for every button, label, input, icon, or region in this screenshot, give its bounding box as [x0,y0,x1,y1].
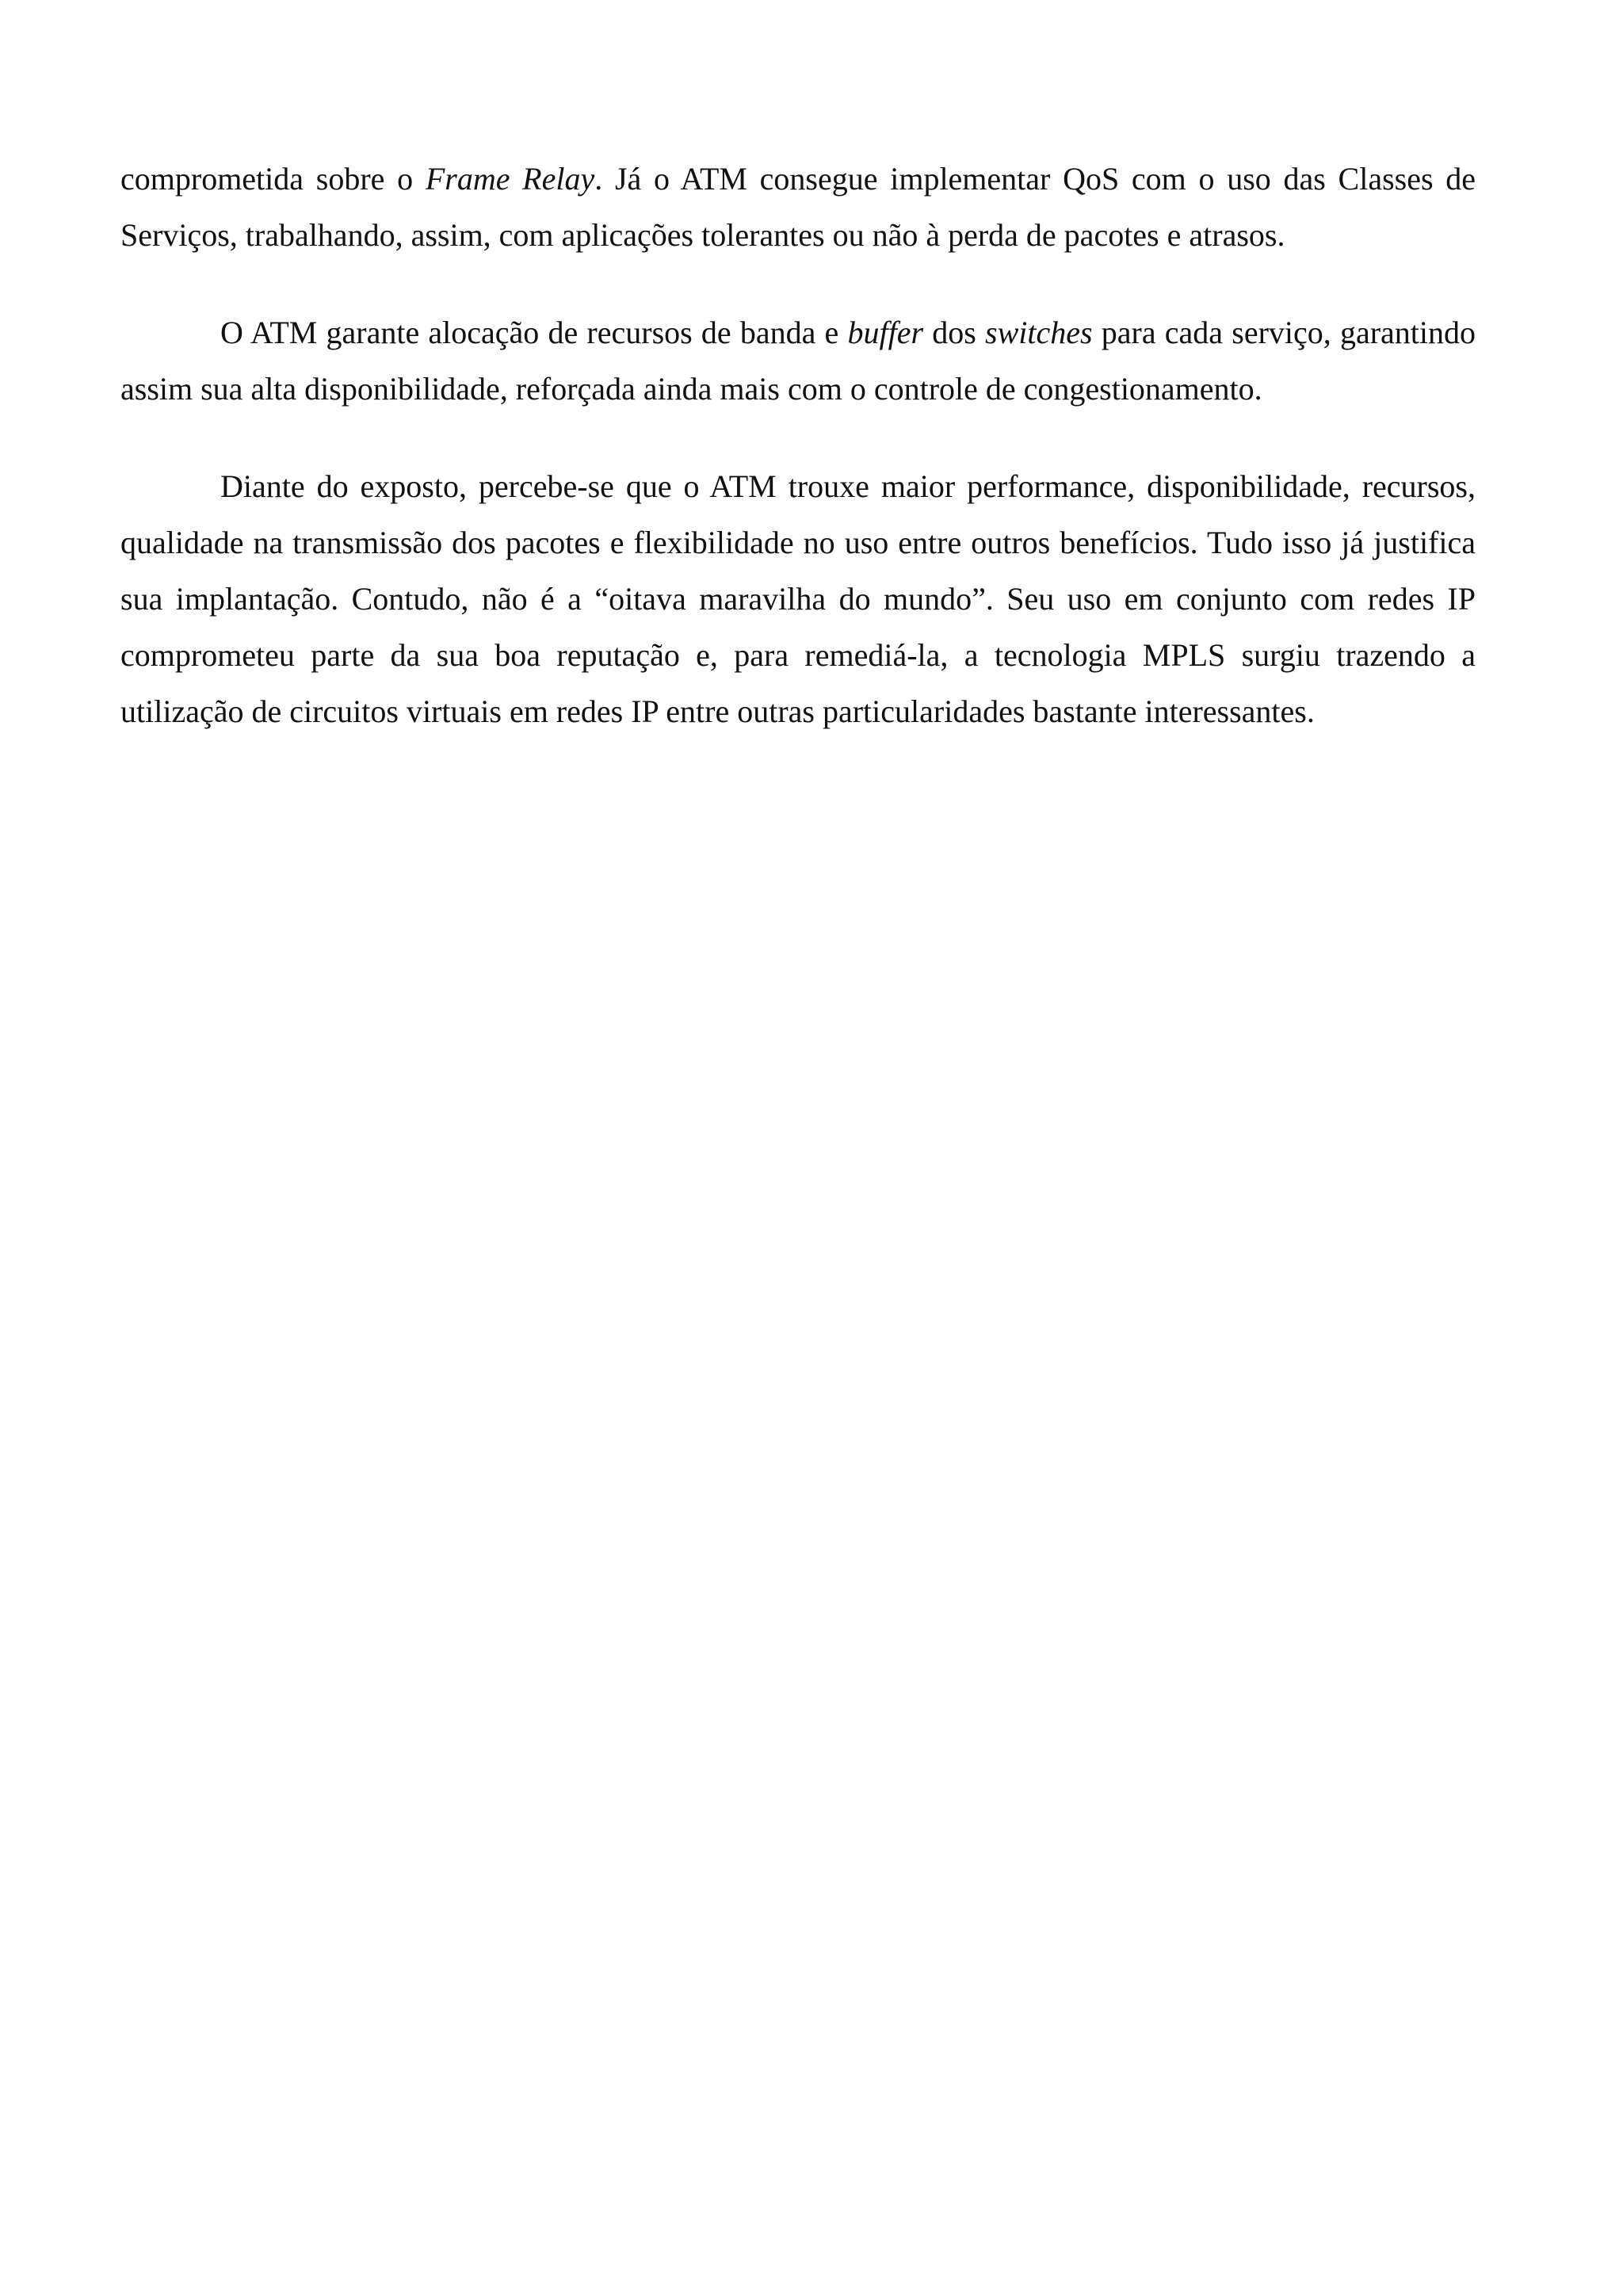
paragraph-conclusion [120,458,1476,739]
text-segment: para cada serviço, garantindo assim sua alta disponibilidade, reforçada ainda mais com o controle de congestionamento. [120,315,1476,407]
paragraph-qos [120,151,1476,263]
italic-term-switches: switches [985,315,1093,350]
paragraph-resource-allocation [120,304,1476,417]
text-segment: comprometida sobre o [120,161,426,197]
text-segment: Diante do exposto, percebe-se que o ATM trouxe maior performance, disponibilidade, recursos, qualidade na transmissão dos pacotes e flexibilidade no uso entre outros benefícios. Tudo isso já justifica sua implantação. Contudo, não é a “oitava maravilha do mundo”. Seu uso em conjunto com redes IP comprometeu parte da sua boa reputação e, para remediá-la, a tecnologia MPLS surgiu trazendo a utilização de circuitos virtuais em redes IP entre outras particularidades bastante interessantes. [120,468,1476,729]
text-segment: O ATM garante alocação de recursos de banda e [220,315,848,350]
document-body [120,151,1476,739]
italic-term-frame-relay: Frame Relay [425,161,595,197]
text-segment: . Já o ATM consegue implementar QoS com o uso das Classes de Serviços, trabalhando, assim, com aplicações tolerantes ou não à perda de pacotes e atrasos. [120,161,1476,253]
italic-term-buffer: buffer [847,315,924,350]
text-segment: dos [923,315,986,350]
